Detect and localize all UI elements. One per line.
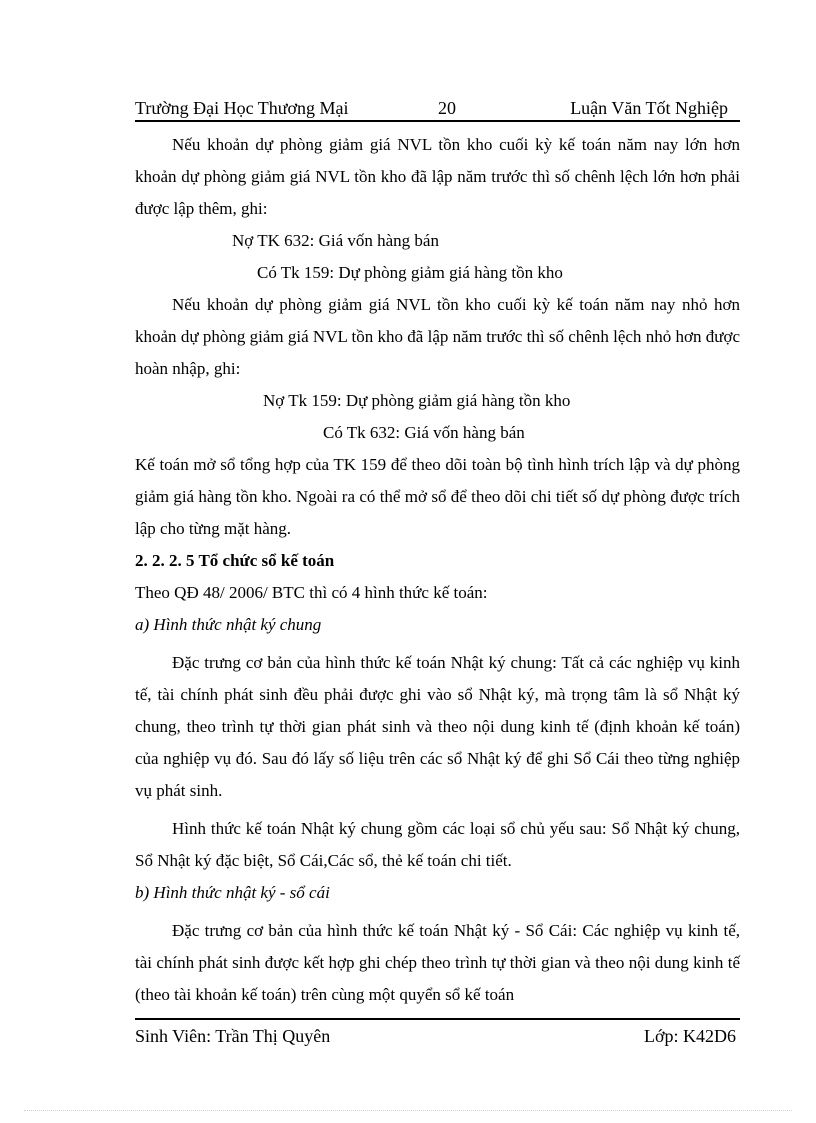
paragraph-2: Nếu khoản dự phòng giảm giá NVL tồn kho cuối kỳ kế toán năm nay nhỏ hơn khoản dự phòng giảm giá NVL tồn kho đã lập năm trước thì số chênh lệch nhỏ hơn được hoàn nhập, ghi: xyxy=(135,295,740,378)
footer-student: Sinh Viên: Trần Thị Quyên xyxy=(135,1026,331,1046)
paragraph-1: Nếu khoản dự phòng giảm giá NVL tồn kho cuối kỳ kế toán năm nay lớn hơn khoản dự phòng giảm giá NVL tồn kho đã lập năm trước thì số chênh lệch lớn hơn phải được lập thêm, ghi: xyxy=(135,135,740,218)
header-school: Trường Đại Học Thương Mại xyxy=(135,98,349,118)
entry-2-debit: Nợ Tk 159: Dự phòng giảm giá hàng tồn kho xyxy=(263,391,571,410)
paragraph-6: Hình thức kế toán Nhật ký chung gồm các loại sổ chủ yếu sau: Sổ Nhật ký chung, Sổ Nhật ký đặc biệt, Sổ Cái,Các sổ, thẻ kế toán chi tiết. xyxy=(135,819,740,870)
paragraph-5: Đặc trưng cơ bản của hình thức kế toán Nhật ký chung: Tất cả các nghiệp vụ kinh tế, tài chính phát sinh đều phải được ghi vào sổ Nhật ký, mà trọng tâm là sổ Nhật ký chung, theo trình tự thời gian phát sinh và theo nội dung kinh tế (định khoản kế toán) của nghiệp vụ đó. Sau đó lấy số liệu trên các sổ Nhật ký để ghi Sổ Cái theo từng nghiệp vụ phát sinh. xyxy=(135,653,740,800)
page-footer xyxy=(135,1018,740,1046)
page-header xyxy=(135,96,740,122)
paragraph-3: Kế toán mở sổ tổng hợp của TK 159 để theo dõi toàn bộ tình hình trích lập và dự phòng giảm giá hàng tồn kho. Ngoài ra có thể mở sổ để theo dõi chi tiết số dự phòng được trích lập cho từng mặt hàng. xyxy=(135,455,740,538)
paragraph-7: Đặc trưng cơ bản của hình thức kế toán Nhật ký - Sổ Cái: Các nghiệp vụ kinh tế, tài chính phát sinh được kết hợp ghi chép theo trình tự thời gian và theo nội dung kinh tế (theo tài khoản kế toán) trên cùng một quyển sổ kế toán xyxy=(135,921,740,1004)
entry-2-credit: Có Tk 632: Giá vốn hàng bán xyxy=(323,423,525,442)
footer-class: Lớp: K42D6 xyxy=(643,1026,736,1046)
subheading-b: b) Hình thức nhật ký - sổ cái xyxy=(135,883,330,902)
page-edge-divider xyxy=(24,1110,792,1111)
page-body xyxy=(135,129,740,1011)
subheading-a: a) Hình thức nhật ký chung xyxy=(135,615,322,634)
entry-1-credit: Có Tk 159: Dự phòng giảm giá hàng tồn kho xyxy=(257,263,563,282)
page-number: 20 xyxy=(438,98,456,118)
entry-1-debit: Nợ TK 632: Giá vốn hàng bán xyxy=(232,231,439,250)
section-heading: 2. 2. 2. 5 Tổ chức sổ kế toán xyxy=(135,551,335,570)
paragraph-4: Theo QĐ 48/ 2006/ BTC thì có 4 hình thức kế toán: xyxy=(135,583,488,602)
header-thesis-title: Luận Văn Tốt Nghiệp xyxy=(570,98,728,118)
